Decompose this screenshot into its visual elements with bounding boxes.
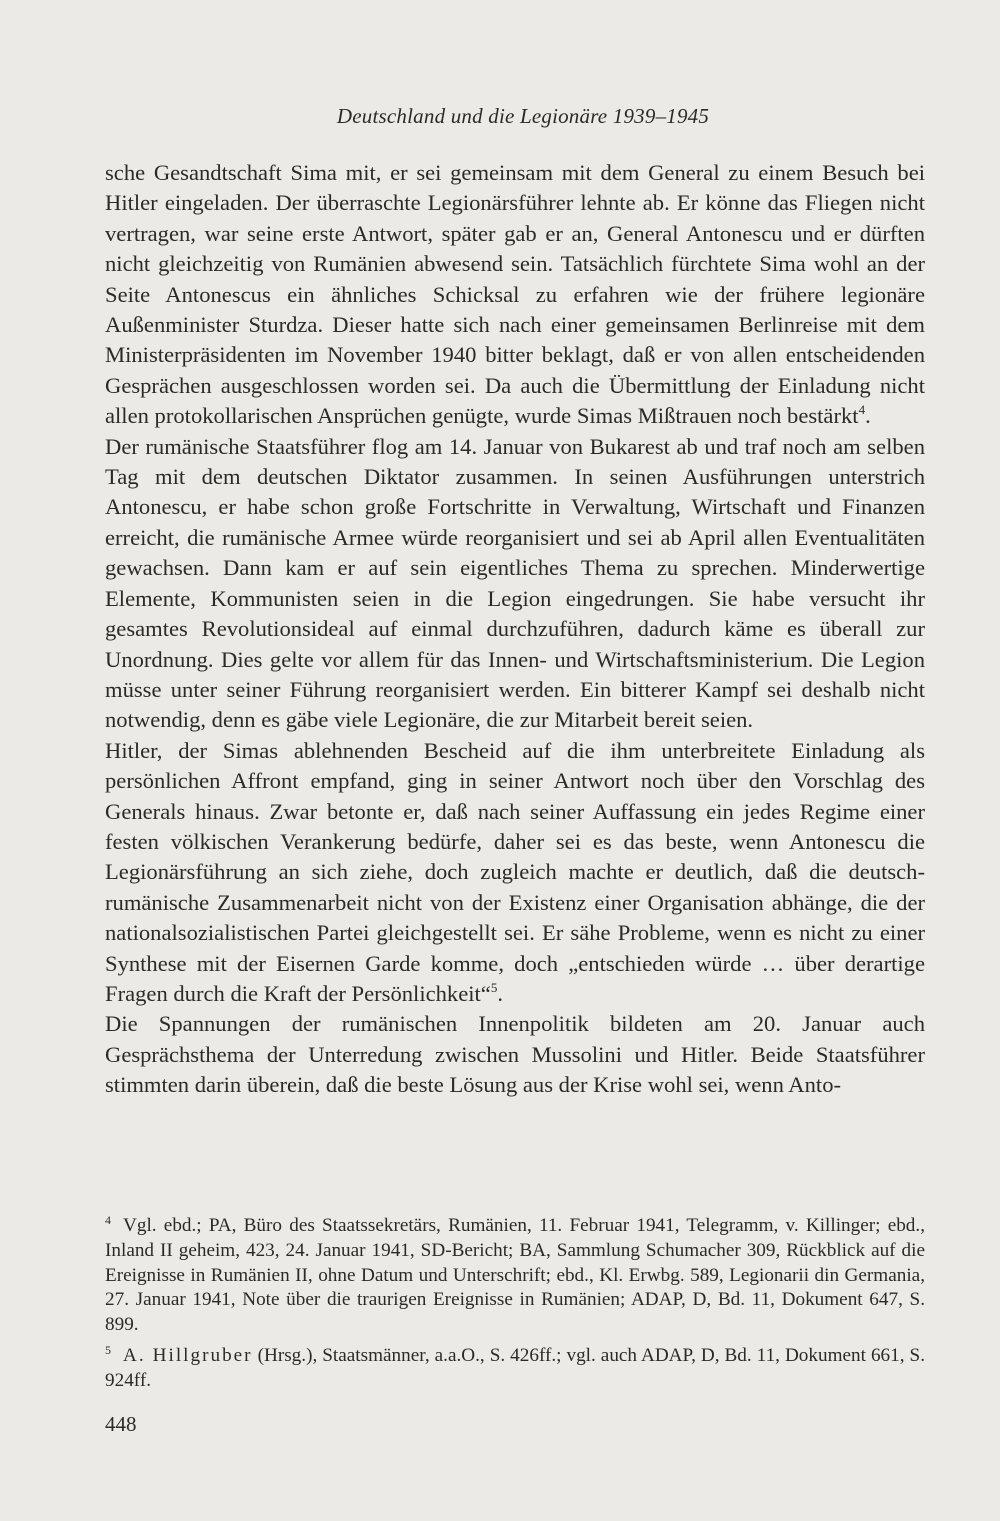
paragraph-text: sche Gesandtschaft Sima mit, er sei gemeinsam mit dem General zu einem Besuch bei Hitler eingeladen. Der überraschte Legionärsführer lehnte ab. Er könne das Fliegen nicht vertragen, war seine erste Antwort, später gab er an, General Antonescu und er dürften nicht gleichzeitig von Rumänien abwesend sein. Tatsächlich fürchtete Sima wohl an der Seite Antonescus ein ähnliches Schicksal zu erfahren wie der frühere legionäre Außenminister Sturdza. Dieser hatte sich nach einer gemeinsamen Berlinreise mit dem Ministerpräsidenten im November 1940 bitter beklagt, daß er von allen entscheidenden Gesprächen ausgeschlossen worden sei. Da auch die Übermittlung der Einladung nicht allen protokollarischen Ansprüchen genügte, wurde Simas Mißtrauen noch bestärkt	[105, 160, 925, 429]
footnotes	[105, 1208, 925, 1394]
paragraph-text: Hitler, der Simas ablehnenden Bescheid auf die ihm unterbreitete Einladung als persönlichen Affront empfand, ging in seiner Antwort noch über den Vorschlag des Generals hinaus. Zwar betonte er, daß nach seiner Auffassung ein jedes Regime einer festen völkischen Verankerung bedürfe, daher sei es das beste, wenn Antonescu die Legionärsführung an sich ziehe, doch zugleich machte er deutlich, daß die deutsch-rumänische Zusammenarbeit nicht von der Existenz einer Organisation abhänge, die der nationalsozialistischen Partei gleichgestellt sei. Er sähe Probleme, wenn es nicht zu einer Synthese mit der Eisernen Garde komme, doch „entschieden würde … über derartige Fragen durch die Kraft der Persönlichkeit“	[105, 737, 925, 1006]
paragraph-text: Der rumänische Staatsführer flog am 14. Januar von Bukarest ab und traf noch am selben Tag mit dem deutschen Diktator zusammen. In seinen Ausführungen unterstrich Antonescu, er habe schon große Fortschritte in Verwaltung, Wirtschaft und Finanzen erreicht, die rumänische Armee würde reorganisiert und sei ab April allen Eventualitäten gewachsen. Dann kam er auf sein eigentliches Thema zu sprechen. Minderwertige Elemente, Kommunisten seien in die Legion eingedrungen. Sie habe versucht ihr gesamtes Revolutionsideal auf einmal durchzuführen, dadurch käme es überall zur Unordnung. Dies gelte vor allem für das Innen- und Wirtschaftsministerium. Die Legion müsse unter seiner Führung reorganisiert werden. Ein bitterer Kampf sei deshalb nicht notwendig, denn es gäbe viele Legionäre, die zur Mitarbeit bereit seien.	[105, 433, 925, 733]
body-text	[105, 158, 925, 1101]
paragraph-tail: .	[865, 403, 871, 429]
paragraph-text: Die Spannungen der rumänischen Innenpolitik bildeten am 20. Januar auch Gesprächsthema der Unterredung zwischen Mussolini und Hitler. Beide Staatsführer stimmten darin überein, daß die beste Lösung aus der Krise wohl sei, wenn Anto-	[105, 1011, 925, 1098]
footnote	[105, 1338, 925, 1394]
footnote-reference: 4	[858, 402, 866, 418]
page-number: 448	[105, 1412, 137, 1436]
footnote-marker: 4	[105, 1213, 111, 1227]
paragraph	[105, 736, 925, 1010]
footnote	[105, 1208, 925, 1338]
paragraph	[105, 158, 925, 432]
running-head	[0, 104, 1000, 129]
running-head-text: Deutschland und die Legionäre 1939–1945	[336, 104, 710, 128]
footnote-text: (Hrsg.), Staatsmänner, a.a.O., S. 426ff.; vgl. auch ADAP, D, Bd. 11, Dokument 661, S. 924ff.	[105, 1344, 925, 1391]
footnote-text: Vgl. ebd.; PA, Büro des Staatssekretärs, Rumänien, 11. Februar 1941, Telegramm, v. Killinger; ebd., Inland II geheim, 423, 24. Januar 1941, SD-Bericht; BA, Sammlung Schumacher 309, Rückblick auf die Ereignisse in Rumänien II, ohne Datum und Unterschrift; ebd., Kl. Erwbg. 589, Legionarii din Germania, 27. Januar 1941, Note über die traurigen Ereignisse in Rumänien; ADAP, D, Bd. 11, Dokument 647, S. 899.	[105, 1215, 925, 1336]
paragraph	[105, 1009, 925, 1100]
paragraph-tail: .	[497, 980, 503, 1006]
footnote-marker: 5	[105, 1342, 111, 1357]
paragraph	[105, 432, 925, 736]
footnote-author: A. Hillgruber	[123, 1344, 253, 1366]
footnote-reference: 5	[490, 979, 498, 995]
